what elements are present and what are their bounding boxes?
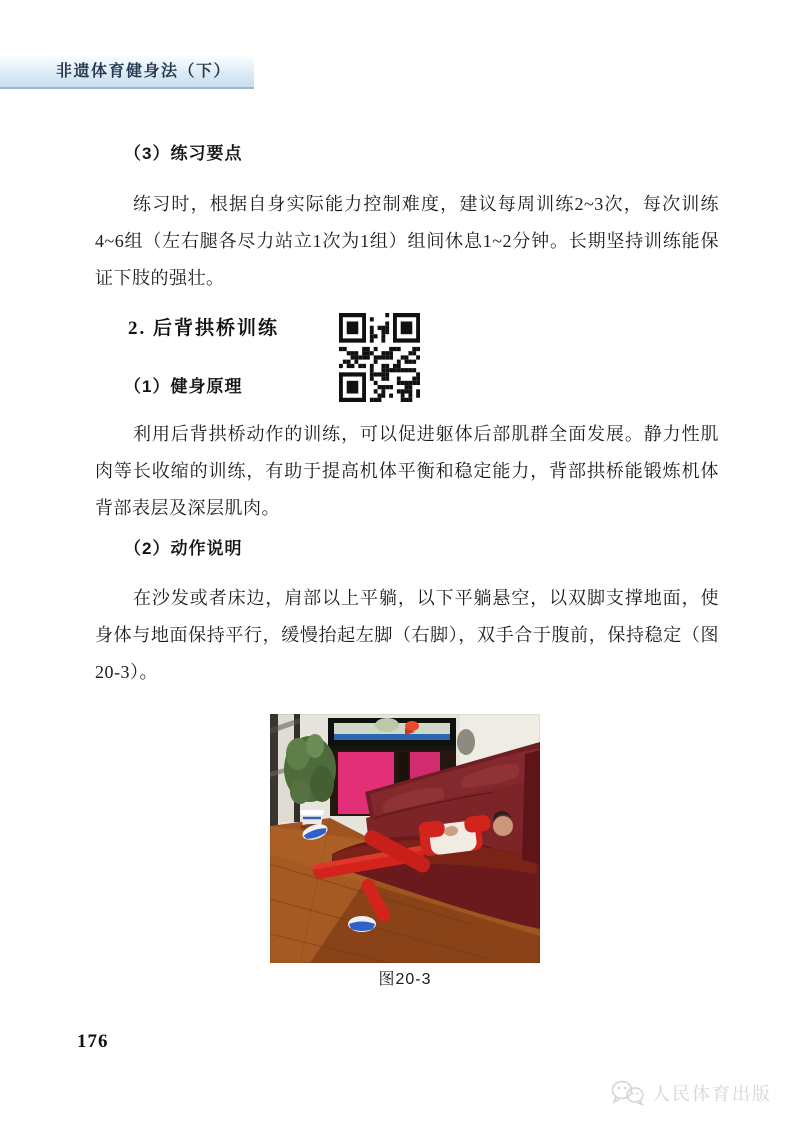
photo-illustration	[270, 714, 540, 963]
section-heading-fitness-principle: （1）健身原理	[124, 377, 243, 396]
exercise-photo	[270, 714, 540, 963]
chapter-heading-back-bridge: 2. 后背拱桥训练	[128, 318, 280, 339]
paragraph-movement-description: 在沙发或者床边，肩部以上平躺，以下平躺悬空，以双脚支撑地面，使身体与地面保持平行，缓慢抬起左脚（右脚），双手合于腹前，保持稳定（图20-3）。	[95, 588, 719, 682]
page-number: 176	[77, 1031, 109, 1052]
book-title: 非遗体育健身法（下）	[56, 63, 232, 80]
wechat-logo-icon	[610, 1079, 646, 1106]
photo-sneaker-floor	[348, 916, 376, 932]
page-header-band	[0, 56, 254, 89]
section-heading-movement-description: （2）动作说明	[124, 539, 243, 558]
paragraph-practice-points: 练习时，根据自身实际能力控制难度，建议每周训练2~3次，每次训练4~6组（左右腿各尽力站立1次为1组）组间休息1~2分钟。长期坚持训练能保证下肢的强壮。	[95, 194, 719, 288]
qr-code-icon	[339, 313, 420, 402]
qr-code-pattern	[339, 313, 420, 402]
figure-caption: 图20-3	[378, 971, 432, 988]
photo-decor	[457, 729, 475, 755]
publisher-watermark	[610, 1079, 772, 1106]
section-heading-practice-points: （3）练习要点	[124, 144, 243, 163]
photo-aquarium	[328, 718, 456, 751]
paragraph-fitness-principle: 利用后背拱桥动作的训练，可以促进躯体后部肌群全面发展。静力性肌肉等长收缩的训练，有助于提高机体平衡和稳定能力，背部拱桥能锻炼机体背部表层及深层肌肉。	[95, 424, 719, 518]
publisher-name: 人民体育出版	[652, 1083, 772, 1104]
